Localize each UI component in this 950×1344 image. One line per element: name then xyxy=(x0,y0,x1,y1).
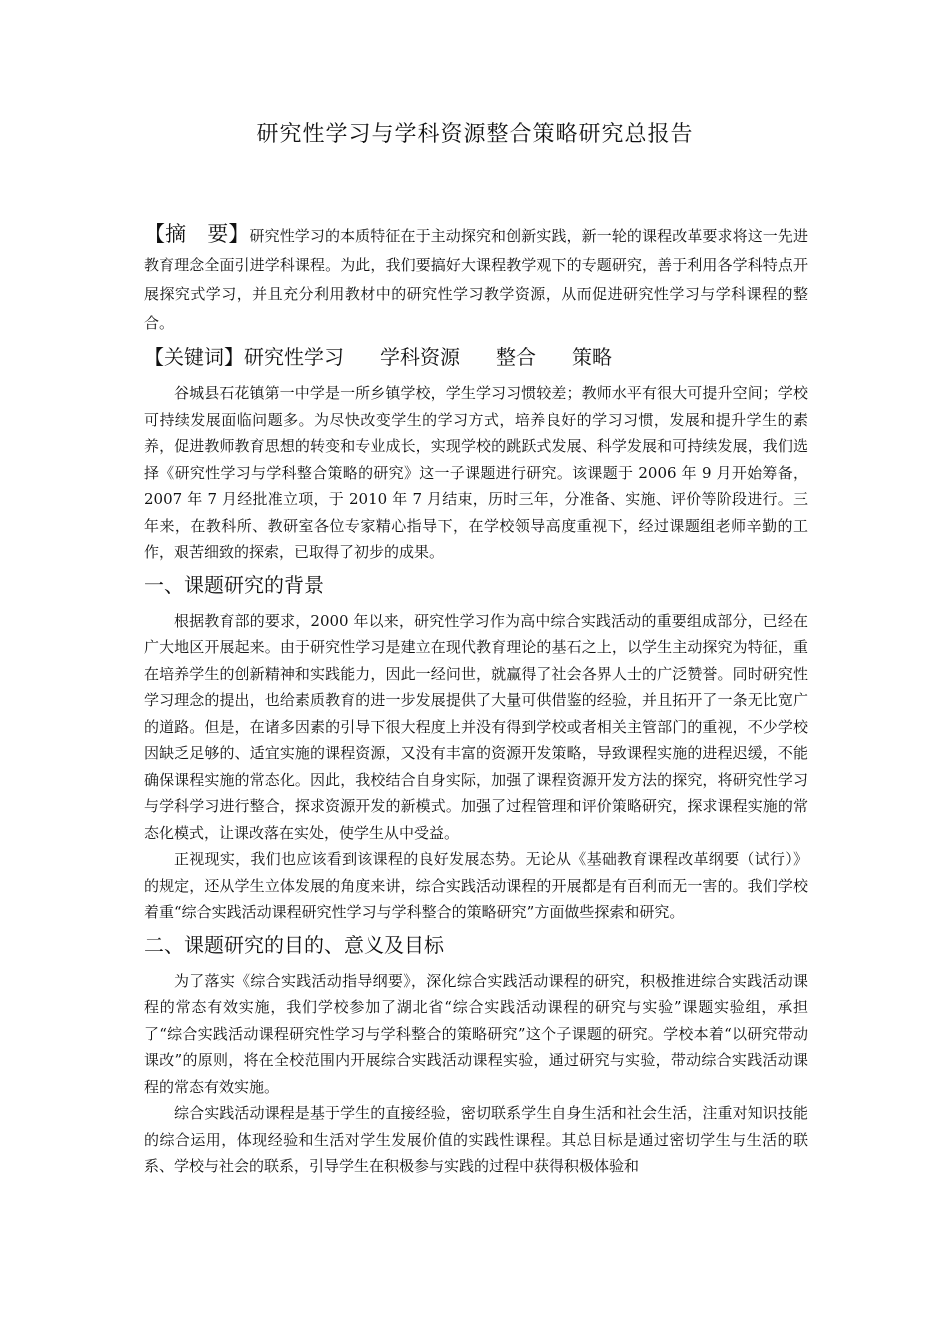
keyword-item: 策略 xyxy=(572,345,612,369)
section1-paragraph-2: 正视现实，我们也应该看到该课程的良好发展态势。无论从《基础教育课程改革纲要（试行）》的规定，还从学生立体发展的角度来讲，综合实践活动课程的开展都是有百利而无一害的。我们学校着重“综合实践活动课程研究性学习与学科整合的策略研究”方面做些探索和研究。 xyxy=(144,850,808,921)
document-body xyxy=(144,220,808,1180)
keyword-item: 研究性学习 xyxy=(244,345,344,369)
section1-paragraph-1: 根据教育部的要求，2000 年以来，研究性学习作为高中综合实践活动的重要组成部分，已经在广大地区开展起来。由于研究性学习是建立在现代教育理论的基石之上，以学生主动探究为特征，重在培养学生的创新精神和实践能力，因此一经问世，就赢得了社会各界人士的广泛赞誉。同时研究性学习理念的提出，也给素质教育的进一步发展提供了大量可供借鉴的经验，并且拓开了一条无比宽广的道路。但是，在诸多因素的引导下很大程度上并没有得到学校或者相关主管部门的重视，不少学校因缺乏足够的、适宜实施的课程资源，又没有丰富的资源开发策略，导致课程实施的进程迟缓，不能确保课程实施的常态化。因此，我校结合自身实际，加强了课程资源开发方法的探究，将研究性学习与学科学习进行整合，探求资源开发的新模式。加强了过程管理和评价策略研究，探求课程实施的常态化模式，让课改落在实处，使学生从中受益。 xyxy=(144,611,808,842)
abstract xyxy=(144,220,808,338)
document-title: 研究性学习与学科资源整合策略研究总报告 xyxy=(256,122,694,147)
section2-paragraph-2: 综合实践活动课程是基于学生的直接经验，密切联系学生自身生活和社会生活，注重对知识技能的综合运用，体现经验和生活对学生发展价值的实践性课程。其总目标是通过密切学生与生活的联系、学校与社会的联系，引导学生在积极参与实践的过程中获得积极体验和 xyxy=(144,1104,808,1175)
section-heading-purpose: 二、课题研究的目的、意义及目标 xyxy=(144,932,444,957)
section2-paragraph-1: 为了落实《综合实践活动指导纲要》，深化综合实践活动课程的研究，积极推进综合实践活动课程的常态有效实施，我们学校参加了湖北省“综合实践活动课程的研究与实验”课题实验组，承担了“综合实践活动课程研究性学习与学科整合的策略研究”这个子课题的研究。学校本着“以研究带动课改”的原则，将在全校范围内开展综合实践活动课程实验，通过研究与实验，带动综合实践活动课程的常态有效实施。 xyxy=(144,971,808,1096)
abstract-label: 【摘 要】 xyxy=(144,222,250,246)
keywords xyxy=(144,340,808,374)
abstract-text: 研究性学习的本质特征在于主动探究和创新实践，新一轮的课程改革要求将这一先进教育理念全面引进学科课程。为此，我们要搞好大课程教学观下的专题研究，善于利用各学科特点开展探究式学习，并且充分利用教材中的研究性学习教学资源，从而促进研究性学习与学科课程的整合。 xyxy=(144,227,809,332)
intro-paragraph: 谷城县石花镇第一中学是一所乡镇学校，学生学习习惯较差；教师水平有很大可提升空间；学校可持续发展面临问题多。为尽快改变学生的学习方式，培养良好的学习习惯，发展和提升学生的素养，促进教师教育思想的转变和专业成长，实现学校的跳跃式发展、科学发展和可持续发展，我们选择《研究性学习与学科整合策略的研究》这一子课题进行研究。该课题于 2006 年 9 月开始筹备，2007 年 7 月经批准立项，于 2010 年 7 月结束，历时三年，分准备、实施、评价等阶段进行。三年来，在教科所、教研室各位专家精心指导下，在学校领导高度重视下，经过课题组老师辛勤的工作，艰苦细致的探索，已取得了初步的成果。 xyxy=(144,384,808,561)
keyword-item: 整合 xyxy=(496,345,536,369)
keywords-label: 【关键词】 xyxy=(144,345,244,369)
keyword-item: 学科资源 xyxy=(380,345,460,369)
section-heading-background: 一、课题研究的背景 xyxy=(144,572,324,597)
